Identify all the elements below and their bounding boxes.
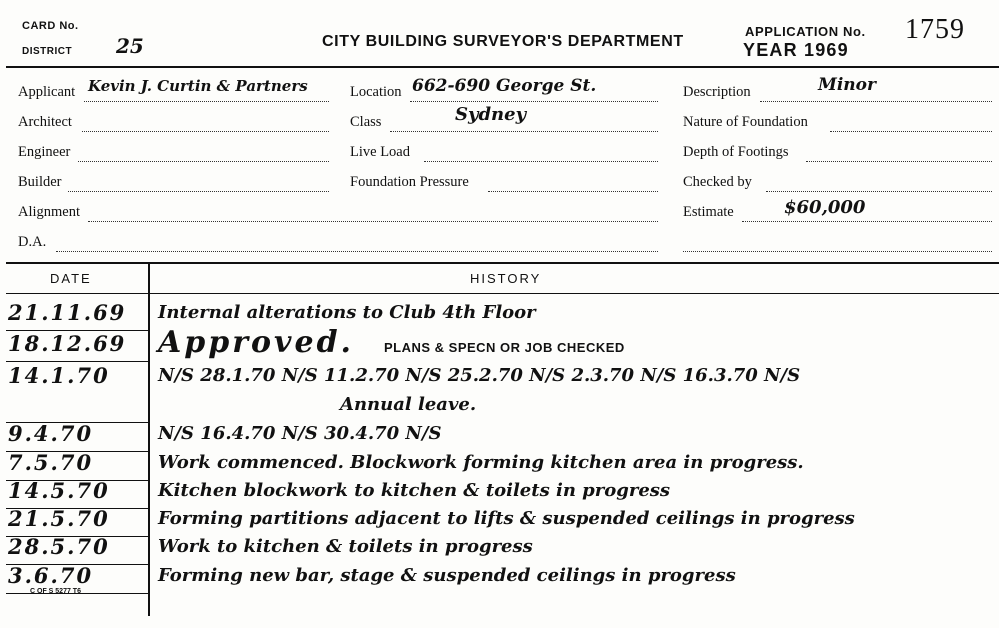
history-header: HISTORY bbox=[470, 271, 542, 286]
description-label: Description bbox=[683, 84, 751, 100]
date-row-divider bbox=[6, 361, 148, 362]
checked-by-label: Checked by bbox=[683, 174, 752, 190]
history-entry bbox=[158, 480, 988, 501]
applicant-line bbox=[84, 101, 329, 102]
description-line bbox=[760, 101, 992, 102]
architect-line bbox=[82, 131, 329, 132]
architect-label: Architect bbox=[18, 114, 72, 130]
blank-line bbox=[683, 251, 992, 252]
class-label: Class bbox=[350, 114, 382, 130]
card-no-label: CARD No. bbox=[22, 20, 79, 32]
history-date: 18.12.69 bbox=[8, 331, 127, 356]
history-entry bbox=[158, 302, 988, 323]
engineer-line bbox=[78, 161, 329, 162]
checked-by-line bbox=[766, 191, 992, 192]
history-entry bbox=[158, 325, 988, 360]
engineer-label: Engineer bbox=[18, 144, 71, 160]
history-top-rule bbox=[6, 262, 999, 264]
history-date: 14.5.70 bbox=[8, 478, 110, 503]
header-underline bbox=[6, 293, 999, 294]
estimate-line bbox=[742, 221, 992, 222]
history-entry bbox=[158, 536, 988, 557]
district-label: DISTRICT bbox=[22, 46, 73, 57]
history-entry-text: Kitchen blockwork to kitchen & toilets in progress bbox=[158, 480, 671, 501]
history-entry-text: Work commenced. Blockwork forming kitchen area in progress. bbox=[158, 452, 804, 473]
application-no-label: APPLICATION No. bbox=[745, 24, 866, 39]
builder-line bbox=[68, 191, 329, 192]
builder-label: Builder bbox=[18, 174, 62, 190]
application-number: 1759 bbox=[905, 14, 965, 45]
foundation-pressure-line bbox=[488, 191, 658, 192]
year-label: YEAR 1969 bbox=[743, 40, 849, 60]
history-entry-text: N/S 28.1.70 N/S 11.2.70 N/S 25.2.70 N/S 2.3.70 N/S 16.3.70 N/S bbox=[158, 365, 801, 386]
da-line bbox=[56, 251, 658, 252]
location-label: Location bbox=[350, 84, 402, 100]
history-entry bbox=[158, 452, 988, 473]
history-date: 14.1.70 bbox=[8, 363, 110, 388]
nature-of-foundation-label: Nature of Foundation bbox=[683, 114, 808, 130]
da-label: D.A. bbox=[18, 234, 47, 250]
history-entry-text: Forming partitions adjacent to lifts & suspended ceilings in progress bbox=[158, 508, 855, 529]
history-date: 21.5.70 bbox=[8, 506, 110, 531]
history-date: 21.11.69 bbox=[8, 300, 127, 325]
history-entry bbox=[340, 394, 999, 415]
depth-of-footings-line bbox=[806, 161, 992, 162]
location-line bbox=[410, 101, 658, 102]
nature-of-foundation-line bbox=[830, 131, 992, 132]
description-value: Minor bbox=[818, 75, 876, 95]
alignment-label: Alignment bbox=[18, 204, 81, 220]
estimate-label: Estimate bbox=[683, 204, 734, 220]
history-entry bbox=[158, 565, 988, 586]
history-entry-text: Annual leave. bbox=[340, 394, 477, 415]
district-value: 25 bbox=[116, 34, 144, 58]
history-entry bbox=[158, 365, 988, 386]
live-load-line bbox=[424, 161, 658, 162]
depth-of-footings-label: Depth of Footings bbox=[683, 144, 789, 160]
history-entry-text: Forming new bar, stage & suspended ceilings in progress bbox=[158, 565, 736, 586]
history-date: 28.5.70 bbox=[8, 534, 110, 559]
history-entry-text: Work to kitchen & toilets in progress bbox=[158, 536, 533, 557]
history-entry bbox=[158, 508, 988, 529]
plans-checked-stamp: PLANS & SPECN OR JOB CHECKED bbox=[383, 340, 625, 355]
department-title: CITY BUILDING SURVEYOR'S DEPARTMENT bbox=[322, 33, 684, 50]
history-entry-text: Internal alterations to Club 4th Floor bbox=[158, 302, 536, 323]
alignment-line bbox=[88, 221, 658, 222]
form-code: C OF S 5277 T6 bbox=[30, 588, 81, 595]
history-entry-text: Approved. bbox=[158, 325, 354, 360]
history-date: 3.6.70 bbox=[8, 563, 94, 588]
location-value: 662-690 George St. bbox=[412, 76, 597, 96]
date-column-divider bbox=[148, 262, 150, 616]
live-load-label: Live Load bbox=[350, 144, 410, 160]
history-date: 9.4.70 bbox=[8, 421, 94, 446]
applicant-value: Kevin J. Curtin & Partners bbox=[88, 77, 308, 95]
estimate-value: $60,000 bbox=[784, 197, 866, 218]
history-entry bbox=[158, 423, 988, 444]
history-date: 7.5.70 bbox=[8, 450, 94, 475]
location-value-2: Sydney bbox=[455, 104, 527, 125]
foundation-pressure-label: Foundation Pressure bbox=[350, 174, 469, 190]
applicant-label: Applicant bbox=[18, 84, 76, 100]
date-header: DATE bbox=[50, 271, 92, 286]
header-rule bbox=[6, 66, 999, 68]
class-line bbox=[390, 131, 658, 132]
history-entry-text: N/S 16.4.70 N/S 30.4.70 N/S bbox=[158, 423, 442, 444]
